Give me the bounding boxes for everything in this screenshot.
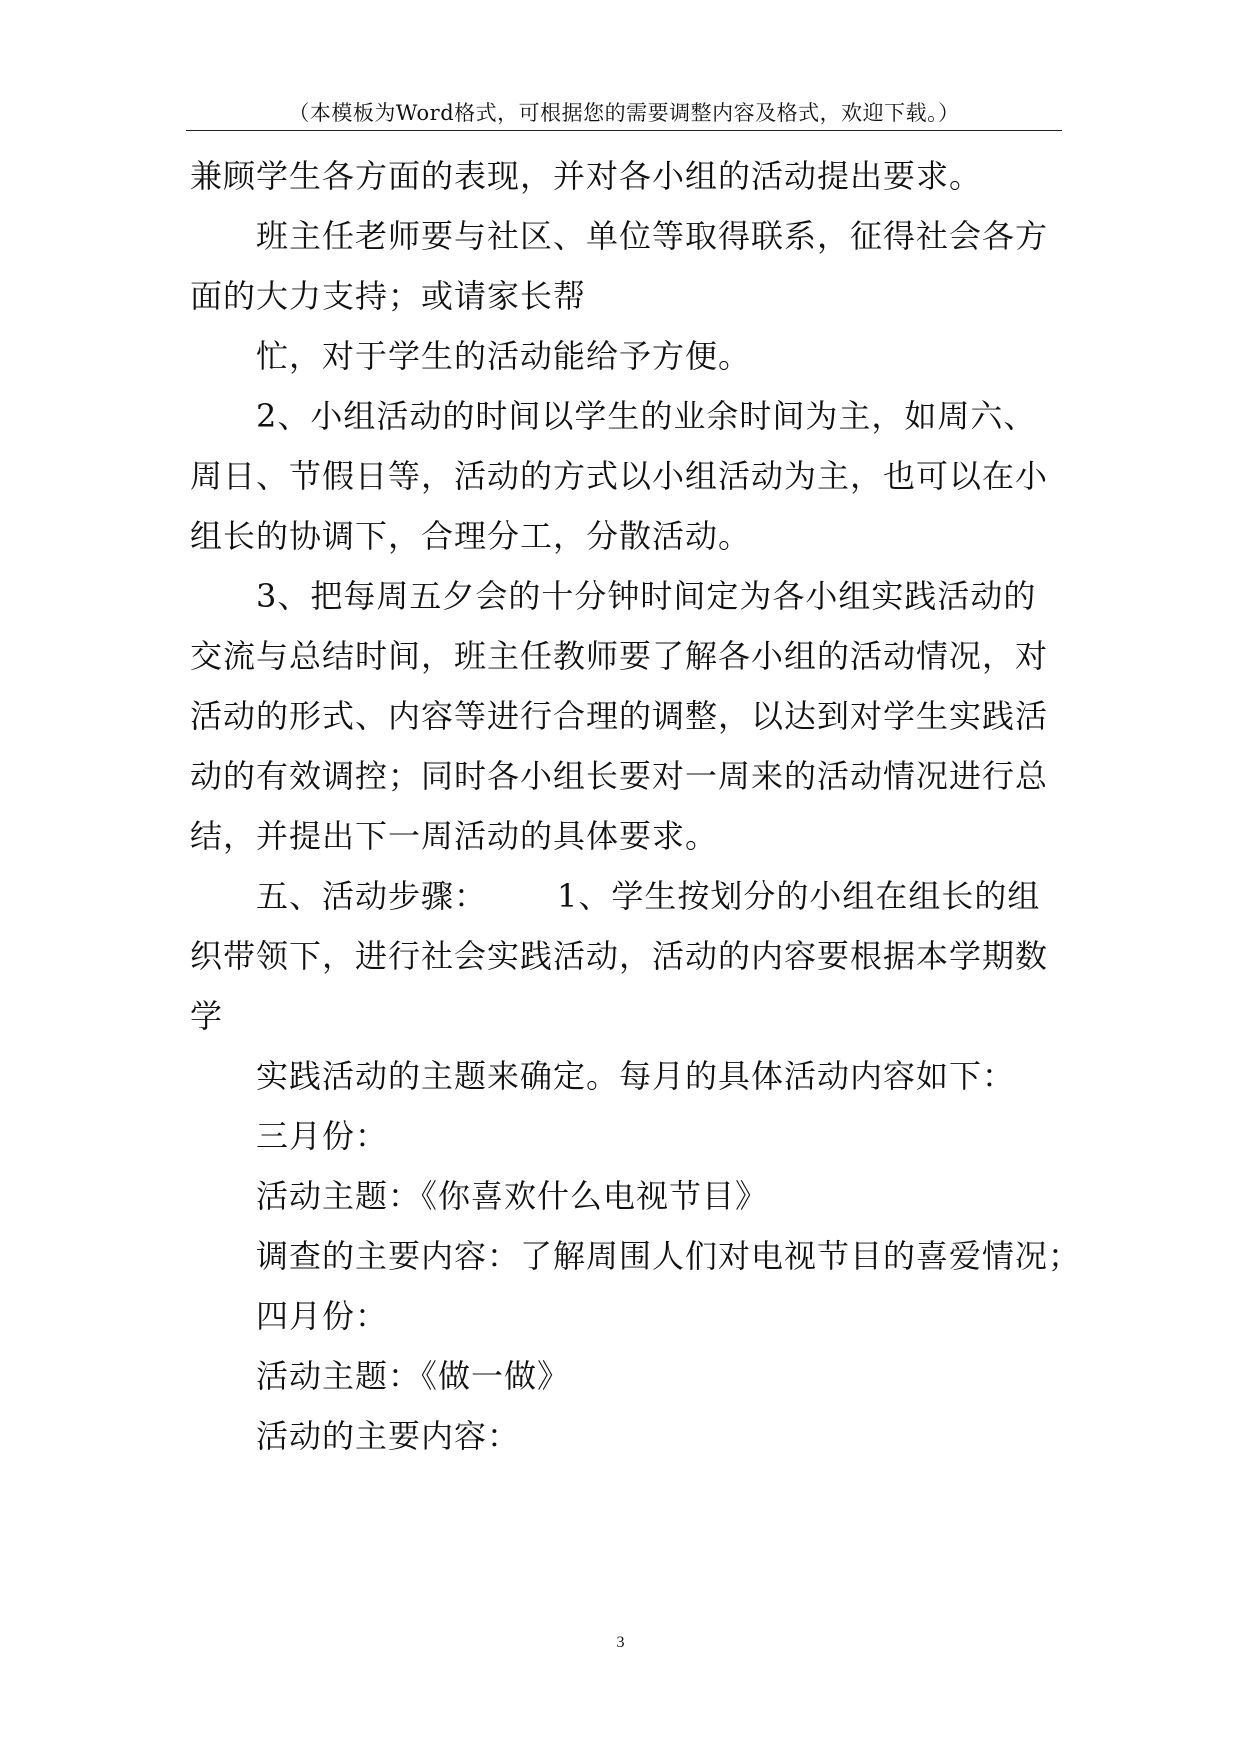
text-line: 忙，对于学生的活动能给予方便。 [256,337,752,375]
text-line: 活动的形式、内容等进行合理的调整，以达到对学生实践活 [190,697,1049,735]
text-line: 兼顾学生各方面的表现，并对各小组的活动提出要求。 [190,157,983,195]
text-line: 活动主题：《做一做》 [256,1357,571,1395]
text-run: 1、学生按划分的小组在组长的组 [557,877,1041,915]
text-line: 活动的主要内容： [256,1417,521,1455]
text-line: 动的有效调控；同时各小组长要对一周来的活动情况进行总 [190,757,1049,795]
text-line: 交流与总结时间，班主任教师要了解各小组的活动情况，对 [190,637,1049,675]
page-header: （本模板为Word格式，可根据您的需要调整内容及格式，欢迎下载。） [288,101,960,125]
document-body [190,146,1082,1466]
text-line: 活动主题：《你喜欢什么电视节目》 [256,1177,769,1215]
text-line: 三月份： [256,1117,389,1155]
text-line: 织带领下，进行社会实践活动，活动的内容要根据本学期数 [190,937,1049,975]
text-line [190,866,1060,926]
text-line: 实践活动的主题来确定。每月的具体活动内容如下： [256,1057,1016,1095]
text-line: 周日、节假日等，活动的方式以小组活动为主，也可以在小 [190,457,1049,495]
text-line: 结，并提出下一周活动的具体要求。 [190,817,719,855]
text-line: 组长的协调下，合理分工，分散活动。 [190,517,752,555]
text-line: 3、把每周五夕会的十分钟时间定为各小组实践活动的 [256,577,1037,615]
text-line: 班主任老师要与社区、单位等取得联系，征得社会各方 [256,217,1049,255]
header-rule [186,130,1062,131]
text-line: 2、小组活动的时间以学生的业余时间为主，如周六、 [256,397,1037,435]
section-heading: 五、活动步骤： [256,877,488,915]
text-line: 调查的主要内容：了解周围人们对电视节目的喜爱情况； [256,1237,1082,1275]
text-line: 学 [190,997,224,1035]
text-line: 四月份： [256,1297,389,1335]
page-number: 3 [616,1634,625,1651]
text-line: 面的大力支持；或请家长帮 [190,277,587,315]
